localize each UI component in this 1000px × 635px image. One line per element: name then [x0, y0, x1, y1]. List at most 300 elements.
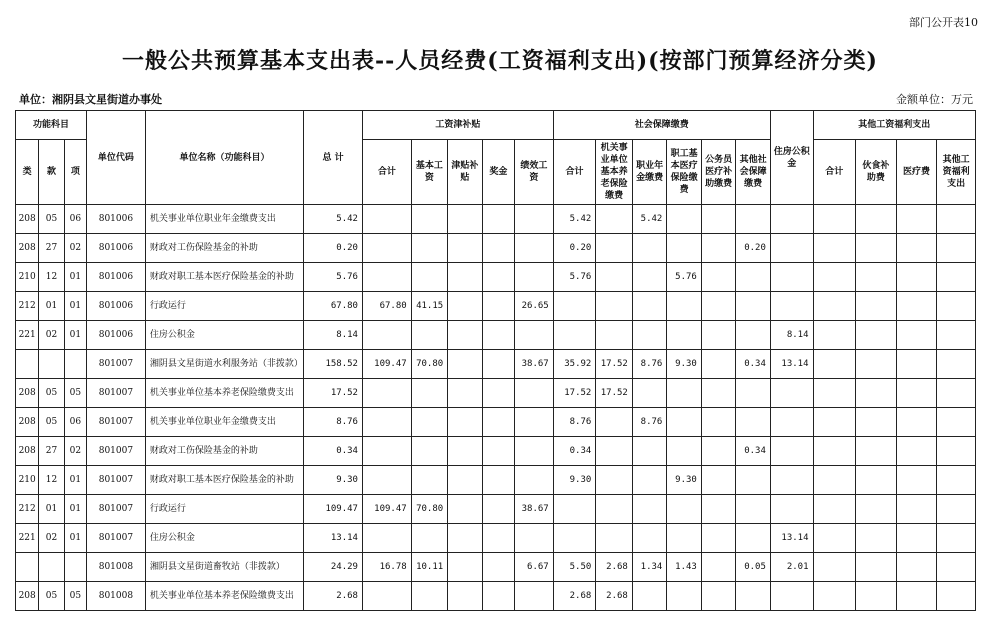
unit-name-cell: 机关事业单位职业年金缴费支出: [145, 205, 303, 234]
other-welfare-cell: [937, 495, 976, 524]
other-social-cell: [736, 495, 771, 524]
other-social-cell: [736, 466, 771, 495]
meal-subsidy-cell: [856, 437, 897, 466]
unit-code-header: 单位代码: [87, 111, 146, 205]
medical-insurance-cell: 5.76: [667, 263, 702, 292]
unit-name-cell: 行政运行: [145, 292, 303, 321]
occupational-annuity-cell: [632, 263, 667, 292]
pension-cell: [596, 263, 633, 292]
lei-cell: [16, 553, 39, 582]
other-welfare-cell: [937, 321, 976, 350]
bonus-cell: [482, 553, 514, 582]
medical-insurance-cell: [667, 321, 702, 350]
other-total-cell: [813, 553, 856, 582]
lei-cell: 208: [16, 234, 39, 263]
xiang-cell: 01: [64, 524, 86, 553]
bonus-cell: [482, 582, 514, 611]
basic-wage-cell: 41.15: [411, 292, 448, 321]
wage-total-cell: [362, 321, 411, 350]
social-group-header: 社会保障缴费: [553, 111, 770, 140]
lei-cell: [16, 350, 39, 379]
unit-label: 单位：湘阴县文星街道办事处: [19, 93, 162, 106]
other-social-cell: [736, 292, 771, 321]
other-welfare-cell: [937, 205, 976, 234]
kuan-cell: 12: [39, 466, 64, 495]
meal-subsidy-cell: [856, 205, 897, 234]
civil-medical-subsidy-cell: [701, 495, 736, 524]
medical-insurance-cell: [667, 495, 702, 524]
medical-insurance-cell: [667, 437, 702, 466]
occupational-annuity-cell: [632, 495, 667, 524]
social-total-cell: 17.52: [553, 379, 596, 408]
other-total-cell: [813, 234, 856, 263]
pension-cell: [596, 437, 633, 466]
unit-code-cell: 801006: [87, 321, 146, 350]
meal-subsidy-cell: [856, 582, 897, 611]
table-row: [16, 553, 976, 582]
bonus-cell: [482, 263, 514, 292]
social-total-cell: 5.50: [553, 553, 596, 582]
xiang-cell: [64, 350, 86, 379]
occupational-annuity-cell: [632, 292, 667, 321]
allowance-cell: [448, 553, 483, 582]
medical-insurance-cell: [667, 524, 702, 553]
allowance-cell: [448, 292, 483, 321]
performance-wage-cell: [515, 321, 554, 350]
lei-cell: 208: [16, 205, 39, 234]
lei-cell: 208: [16, 379, 39, 408]
housing-fund-cell: [770, 437, 813, 466]
medical-insurance-cell: 9.30: [667, 466, 702, 495]
total-cell: 158.52: [304, 350, 363, 379]
performance-wage-cell: [515, 263, 554, 292]
allowance-cell: [448, 524, 483, 553]
unit-name-cell: 机关事业单位基本养老保险缴费支出: [145, 379, 303, 408]
allowance-cell: [448, 321, 483, 350]
occupational-annuity-cell: [632, 234, 667, 263]
social-total-cell: 2.68: [553, 582, 596, 611]
pension-cell: [596, 234, 633, 263]
table-row: [16, 350, 976, 379]
occupational-annuity-cell: [632, 379, 667, 408]
unit-code-cell: 801006: [87, 205, 146, 234]
kuan-cell: 27: [39, 234, 64, 263]
other-social-cell: 0.34: [736, 437, 771, 466]
unit-code-cell: 801007: [87, 466, 146, 495]
other-total-cell: [813, 292, 856, 321]
pension-cell: [596, 524, 633, 553]
unit-code-cell: 801007: [87, 524, 146, 553]
allowance-cell: [448, 379, 483, 408]
xiang-cell: 06: [64, 408, 86, 437]
basic-wage-cell: [411, 437, 448, 466]
performance-wage-cell: [515, 437, 554, 466]
bonus-cell: [482, 205, 514, 234]
xiang-cell: 01: [64, 495, 86, 524]
table-number-label: 部门公开表10: [909, 16, 978, 29]
other-total-cell: [813, 466, 856, 495]
total-cell: 67.80: [304, 292, 363, 321]
meal-subsidy-cell: [856, 466, 897, 495]
wage-total-cell: 109.47: [362, 495, 411, 524]
unit-name-cell: 湘阴县文星街道水利服务站（非拨款）: [145, 350, 303, 379]
social-total-cell: 5.76: [553, 263, 596, 292]
civil-medical-subsidy-cell: [701, 466, 736, 495]
other-col-header: 其他工资福利支出: [937, 140, 976, 205]
wage-col-header: 基本工资: [411, 140, 448, 205]
bonus-cell: [482, 321, 514, 350]
other-social-cell: [736, 321, 771, 350]
unit-name-cell: 财政对工伤保险基金的补助: [145, 437, 303, 466]
table-row: [16, 321, 976, 350]
medical-expense-cell: [896, 205, 937, 234]
unit-code-cell: 801007: [87, 350, 146, 379]
kuan-cell: 02: [39, 524, 64, 553]
bonus-cell: [482, 437, 514, 466]
occupational-annuity-cell: [632, 466, 667, 495]
other-total-cell: [813, 321, 856, 350]
other-welfare-cell: [937, 350, 976, 379]
wage-col-header: 合计: [362, 140, 411, 205]
other-total-cell: [813, 263, 856, 292]
performance-wage-cell: [515, 205, 554, 234]
unit-name-cell: 住房公积金: [145, 524, 303, 553]
housing-fund-cell: [770, 379, 813, 408]
allowance-cell: [448, 350, 483, 379]
wage-group-header: 工资津补贴: [362, 111, 553, 140]
medical-insurance-cell: [667, 582, 702, 611]
xiang-header: 项: [64, 140, 86, 205]
other-col-header: 伙食补助费: [856, 140, 897, 205]
social-total-cell: 8.76: [553, 408, 596, 437]
unit-code-cell: 801006: [87, 234, 146, 263]
lei-cell: 208: [16, 582, 39, 611]
kuan-cell: 27: [39, 437, 64, 466]
social-total-cell: [553, 292, 596, 321]
func-subject-header: 功能科目: [16, 111, 87, 140]
wage-total-cell: [362, 466, 411, 495]
other-total-cell: [813, 437, 856, 466]
lei-cell: 212: [16, 495, 39, 524]
civil-medical-subsidy-cell: [701, 524, 736, 553]
medical-expense-cell: [896, 582, 937, 611]
other-welfare-cell: [937, 524, 976, 553]
pension-cell: [596, 292, 633, 321]
unit-code-cell: 801007: [87, 437, 146, 466]
table-row: [16, 379, 976, 408]
bonus-cell: [482, 350, 514, 379]
table-row: [16, 408, 976, 437]
basic-wage-cell: 70.80: [411, 350, 448, 379]
civil-medical-subsidy-cell: [701, 234, 736, 263]
social-col-header: 职业年金缴费: [632, 140, 667, 205]
unit-name-cell: 机关事业单位职业年金缴费支出: [145, 408, 303, 437]
other-total-cell: [813, 379, 856, 408]
total-cell: 109.47: [304, 495, 363, 524]
other-welfare-cell: [937, 553, 976, 582]
xiang-cell: 05: [64, 582, 86, 611]
occupational-annuity-cell: 8.76: [632, 408, 667, 437]
medical-expense-cell: [896, 321, 937, 350]
unit-name-cell: 住房公积金: [145, 321, 303, 350]
basic-wage-cell: [411, 379, 448, 408]
pension-cell: [596, 408, 633, 437]
kuan-cell: 01: [39, 495, 64, 524]
social-col-header: 合计: [553, 140, 596, 205]
basic-wage-cell: [411, 524, 448, 553]
other-col-header: 医疗费: [896, 140, 937, 205]
social-total-cell: [553, 321, 596, 350]
basic-wage-cell: [411, 321, 448, 350]
medical-insurance-cell: [667, 205, 702, 234]
pension-cell: 17.52: [596, 379, 633, 408]
unit-name-cell: 财政对工伤保险基金的补助: [145, 234, 303, 263]
other-col-header: 合计: [813, 140, 856, 205]
table-row: [16, 263, 976, 292]
unit-code-cell: 801008: [87, 582, 146, 611]
other-total-cell: [813, 205, 856, 234]
meal-subsidy-cell: [856, 292, 897, 321]
xiang-cell: 01: [64, 466, 86, 495]
lei-header: 类: [16, 140, 39, 205]
unit-name-cell: 财政对职工基本医疗保险基金的补助: [145, 466, 303, 495]
allowance-cell: [448, 582, 483, 611]
performance-wage-cell: [515, 582, 554, 611]
wage-total-cell: 67.80: [362, 292, 411, 321]
performance-wage-cell: 26.65: [515, 292, 554, 321]
performance-wage-cell: 38.67: [515, 350, 554, 379]
pension-cell: [596, 205, 633, 234]
medical-expense-cell: [896, 350, 937, 379]
housing-fund-cell: 13.14: [770, 524, 813, 553]
meal-subsidy-cell: [856, 408, 897, 437]
social-total-cell: [553, 524, 596, 553]
table-row: [16, 437, 976, 466]
occupational-annuity-cell: [632, 524, 667, 553]
housing-fund-cell: [770, 582, 813, 611]
total-cell: 8.76: [304, 408, 363, 437]
pension-cell: 2.68: [596, 553, 633, 582]
allowance-cell: [448, 205, 483, 234]
other-social-cell: 0.20: [736, 234, 771, 263]
basic-wage-cell: [411, 582, 448, 611]
performance-wage-cell: 38.67: [515, 495, 554, 524]
civil-medical-subsidy-cell: [701, 350, 736, 379]
housing-fund-cell: [770, 408, 813, 437]
table-row: [16, 582, 976, 611]
kuan-cell: 02: [39, 321, 64, 350]
occupational-annuity-cell: [632, 321, 667, 350]
occupational-annuity-cell: 1.34: [632, 553, 667, 582]
social-total-cell: 35.92: [553, 350, 596, 379]
unit-code-cell: 801007: [87, 379, 146, 408]
social-total-cell: 9.30: [553, 466, 596, 495]
social-total-cell: [553, 495, 596, 524]
pension-cell: 2.68: [596, 582, 633, 611]
other-social-cell: [736, 205, 771, 234]
medical-expense-cell: [896, 234, 937, 263]
wage-total-cell: [362, 379, 411, 408]
basic-wage-cell: [411, 234, 448, 263]
other-welfare-cell: [937, 292, 976, 321]
meal-subsidy-cell: [856, 321, 897, 350]
performance-wage-cell: 6.67: [515, 553, 554, 582]
kuan-cell: 05: [39, 582, 64, 611]
medical-expense-cell: [896, 292, 937, 321]
social-col-header: 其他社会保障缴费: [736, 140, 771, 205]
medical-insurance-cell: [667, 292, 702, 321]
basic-wage-cell: [411, 408, 448, 437]
xiang-cell: 01: [64, 292, 86, 321]
unit-name-cell: 机关事业单位基本养老保险缴费支出: [145, 582, 303, 611]
meal-subsidy-cell: [856, 350, 897, 379]
wage-total-cell: [362, 205, 411, 234]
xiang-cell: 01: [64, 263, 86, 292]
table-row: [16, 205, 976, 234]
pension-cell: [596, 321, 633, 350]
housing-fund-cell: [770, 466, 813, 495]
occupational-annuity-cell: [632, 437, 667, 466]
xiang-cell: 01: [64, 321, 86, 350]
other-total-cell: [813, 350, 856, 379]
other-welfare-cell: [937, 466, 976, 495]
meal-subsidy-cell: [856, 524, 897, 553]
meal-subsidy-cell: [856, 234, 897, 263]
other-total-cell: [813, 582, 856, 611]
wage-col-header: 津贴补贴: [448, 140, 483, 205]
other-welfare-cell: [937, 263, 976, 292]
wage-total-cell: [362, 582, 411, 611]
other-social-cell: [736, 263, 771, 292]
lei-cell: 212: [16, 292, 39, 321]
wage-total-cell: 16.78: [362, 553, 411, 582]
civil-medical-subsidy-cell: [701, 437, 736, 466]
bonus-cell: [482, 466, 514, 495]
kuan-cell: [39, 553, 64, 582]
medical-expense-cell: [896, 263, 937, 292]
medical-insurance-cell: [667, 408, 702, 437]
medical-expense-cell: [896, 466, 937, 495]
unit-code-cell: 801008: [87, 553, 146, 582]
unit-code-cell: 801006: [87, 292, 146, 321]
kuan-cell: 05: [39, 408, 64, 437]
lei-cell: 221: [16, 321, 39, 350]
total-cell: 0.34: [304, 437, 363, 466]
other-social-cell: [736, 524, 771, 553]
unit-name-cell: 行政运行: [145, 495, 303, 524]
page-title: 一般公共预算基本支出表--人员经费(工资福利支出)(按部门预算经济分类): [122, 48, 878, 74]
medical-expense-cell: [896, 379, 937, 408]
medical-expense-cell: [896, 437, 937, 466]
performance-wage-cell: [515, 379, 554, 408]
kuan-header: 款: [39, 140, 64, 205]
total-cell: 17.52: [304, 379, 363, 408]
social-col-header: 机关事业单位基本养老保险缴费: [596, 140, 633, 205]
other-total-cell: [813, 524, 856, 553]
other-social-cell: 0.05: [736, 553, 771, 582]
lei-cell: 210: [16, 466, 39, 495]
performance-wage-cell: [515, 524, 554, 553]
wage-total-cell: 109.47: [362, 350, 411, 379]
kuan-cell: 12: [39, 263, 64, 292]
xiang-cell: [64, 553, 86, 582]
pension-cell: 17.52: [596, 350, 633, 379]
bonus-cell: [482, 292, 514, 321]
other-welfare-cell: [937, 234, 976, 263]
other-social-cell: 0.34: [736, 350, 771, 379]
other-total-cell: [813, 495, 856, 524]
social-total-cell: 5.42: [553, 205, 596, 234]
wage-total-cell: [362, 234, 411, 263]
medical-insurance-cell: [667, 234, 702, 263]
xiang-cell: 02: [64, 234, 86, 263]
basic-wage-cell: [411, 205, 448, 234]
other-group-header: 其他工资福利支出: [813, 111, 976, 140]
xiang-cell: 06: [64, 205, 86, 234]
other-social-cell: [736, 408, 771, 437]
wage-total-cell: [362, 408, 411, 437]
unit-name-cell: 湘阴县文星街道畜牧站（非拨款）: [145, 553, 303, 582]
table-body: [16, 205, 976, 611]
civil-medical-subsidy-cell: [701, 379, 736, 408]
bonus-cell: [482, 524, 514, 553]
total-cell: 13.14: [304, 524, 363, 553]
table-row: [16, 466, 976, 495]
bonus-cell: [482, 234, 514, 263]
lei-cell: 221: [16, 524, 39, 553]
lei-cell: 208: [16, 408, 39, 437]
wage-col-header: 绩效工资: [515, 140, 554, 205]
allowance-cell: [448, 437, 483, 466]
housing-fund-cell: [770, 263, 813, 292]
occupational-annuity-cell: 8.76: [632, 350, 667, 379]
civil-medical-subsidy-cell: [701, 553, 736, 582]
allowance-cell: [448, 234, 483, 263]
social-total-cell: 0.34: [553, 437, 596, 466]
kuan-cell: 05: [39, 205, 64, 234]
kuan-cell: [39, 350, 64, 379]
other-welfare-cell: [937, 408, 976, 437]
table-row: [16, 524, 976, 553]
total-cell: 9.30: [304, 466, 363, 495]
housing-fund-header: 住房公积金: [770, 111, 813, 205]
other-total-cell: [813, 408, 856, 437]
civil-medical-subsidy-cell: [701, 321, 736, 350]
allowance-cell: [448, 466, 483, 495]
table-row: [16, 292, 976, 321]
bonus-cell: [482, 379, 514, 408]
other-welfare-cell: [937, 379, 976, 408]
civil-medical-subsidy-cell: [701, 205, 736, 234]
housing-fund-cell: 13.14: [770, 350, 813, 379]
allowance-cell: [448, 408, 483, 437]
housing-fund-cell: [770, 205, 813, 234]
performance-wage-cell: [515, 466, 554, 495]
wage-total-cell: [362, 263, 411, 292]
table-row: [16, 495, 976, 524]
social-total-cell: 0.20: [553, 234, 596, 263]
medical-insurance-cell: 9.30: [667, 350, 702, 379]
bonus-cell: [482, 408, 514, 437]
social-col-header: 职工基本医疗保险缴费: [667, 140, 702, 205]
unit-name-header: 单位名称（功能科目）: [145, 111, 303, 205]
allowance-cell: [448, 263, 483, 292]
meal-subsidy-cell: [856, 379, 897, 408]
other-social-cell: [736, 379, 771, 408]
medical-expense-cell: [896, 408, 937, 437]
medical-insurance-cell: [667, 379, 702, 408]
lei-cell: 210: [16, 263, 39, 292]
